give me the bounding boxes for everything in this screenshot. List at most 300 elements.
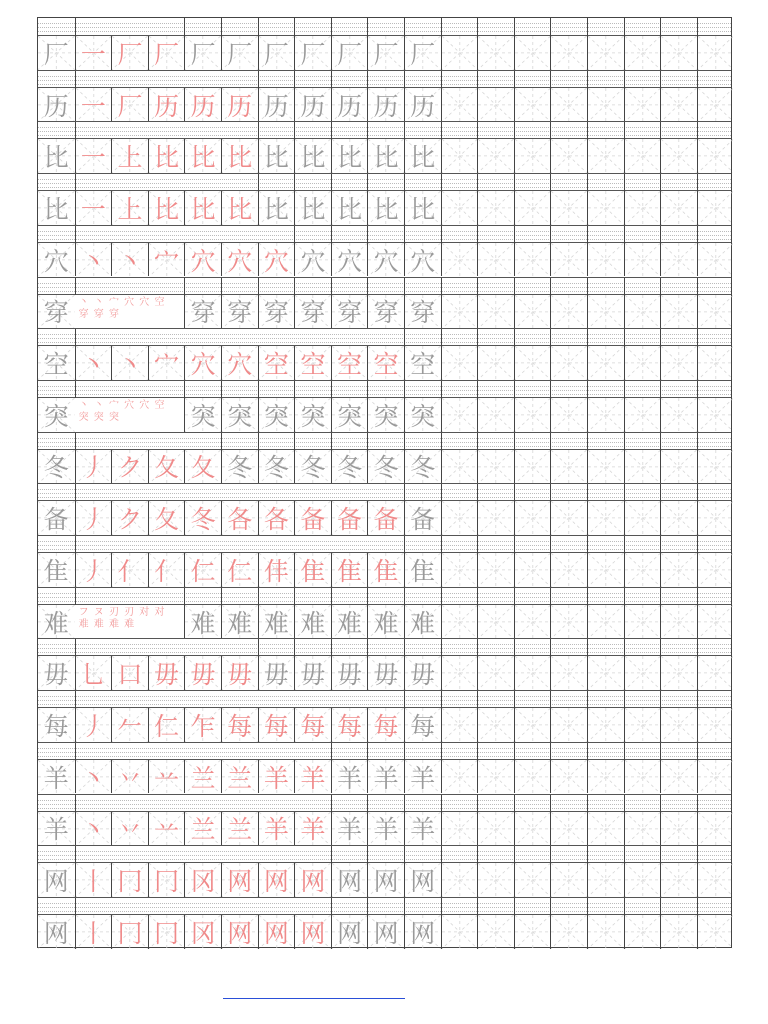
practice-cell[interactable] <box>660 656 697 690</box>
pinyin-box-empty <box>477 846 514 864</box>
practice-cell <box>148 863 185 897</box>
practice-cell[interactable] <box>477 553 514 587</box>
practice-cell[interactable] <box>660 760 697 794</box>
practice-cell <box>111 708 148 742</box>
practice-cell[interactable] <box>624 398 661 432</box>
trace-character: 历 <box>300 91 326 121</box>
practice-cell[interactable] <box>697 915 734 949</box>
practice-cell[interactable] <box>550 501 587 535</box>
practice-cell[interactable] <box>660 605 697 639</box>
practice-cell <box>367 88 404 122</box>
practice-cell[interactable] <box>587 243 624 277</box>
practice-cell <box>367 450 404 484</box>
practice-cell[interactable] <box>697 501 734 535</box>
pinyin-box-empty <box>624 898 661 916</box>
practice-cell <box>184 295 221 329</box>
footer-link-underline[interactable] <box>223 998 405 999</box>
practice-cell <box>331 863 368 897</box>
practice-cell[interactable] <box>697 605 734 639</box>
model-char-cell <box>38 295 75 329</box>
practice-cell[interactable] <box>441 450 478 484</box>
pinyin-box-empty <box>477 691 514 709</box>
practice-cell[interactable] <box>550 295 587 329</box>
practice-cell[interactable] <box>441 605 478 639</box>
practice-cell[interactable] <box>697 863 734 897</box>
practice-cell[interactable] <box>441 708 478 742</box>
practice-cell[interactable] <box>660 88 697 122</box>
pinyin-box-empty <box>477 743 514 761</box>
practice-cell[interactable] <box>550 812 587 846</box>
stroke-step: 丷 <box>117 763 143 793</box>
practice-cell[interactable] <box>550 553 587 587</box>
practice-cell <box>294 36 331 70</box>
pinyin-box-empty <box>441 381 478 399</box>
practice-cell[interactable] <box>477 812 514 846</box>
practice-cell[interactable] <box>587 295 624 329</box>
practice-cell <box>258 501 295 535</box>
practice-cell[interactable] <box>441 501 478 535</box>
pinyin-box-empty <box>514 174 551 192</box>
practice-cell[interactable] <box>587 139 624 173</box>
practice-cell[interactable] <box>441 346 478 380</box>
pinyin-box-empty <box>660 743 697 761</box>
pinyin-box-empty <box>514 226 551 244</box>
practice-cell[interactable] <box>477 915 514 949</box>
practice-cell[interactable] <box>624 501 661 535</box>
practice-cell[interactable] <box>624 88 661 122</box>
practice-cell[interactable] <box>514 450 551 484</box>
practice-cell[interactable] <box>550 88 587 122</box>
practice-cell[interactable] <box>441 243 478 277</box>
practice-cell <box>111 915 148 949</box>
practice-cell[interactable] <box>514 243 551 277</box>
practice-cell[interactable] <box>587 191 624 225</box>
pinyin-box-empty <box>587 278 624 296</box>
model-char-cell <box>38 708 75 742</box>
practice-cell[interactable] <box>514 656 551 690</box>
stroke-step: 夂 <box>154 505 180 535</box>
trace-character: 网 <box>337 867 363 897</box>
practice-cell <box>148 191 185 225</box>
pinyin-box-empty <box>550 278 587 296</box>
practice-cell[interactable] <box>660 450 697 484</box>
practice-cell <box>404 605 441 639</box>
practice-cell[interactable] <box>624 656 661 690</box>
stroke-step: 丶 <box>80 246 106 276</box>
trace-character: 网 <box>410 867 436 897</box>
practice-cell[interactable] <box>624 450 661 484</box>
pinyin-box-empty <box>660 71 697 89</box>
trace-character: 羊 <box>373 763 399 793</box>
pinyin-box-empty <box>587 536 624 554</box>
pinyin-box-empty <box>550 433 587 451</box>
practice-cell[interactable] <box>441 139 478 173</box>
practice-cell <box>404 656 441 690</box>
trace-character: 冬 <box>227 453 253 483</box>
pinyin-band <box>38 690 731 708</box>
pinyin-box-empty <box>624 639 661 657</box>
practice-cell[interactable] <box>624 553 661 587</box>
stroke-step: 丶 <box>117 350 143 380</box>
practice-cell <box>331 553 368 587</box>
practice-cell[interactable] <box>697 708 734 742</box>
practice-cell[interactable] <box>550 191 587 225</box>
practice-cell[interactable] <box>587 605 624 639</box>
trace-character: 羊 <box>337 815 363 845</box>
trace-character: 羊 <box>373 815 399 845</box>
practice-cell[interactable] <box>514 191 551 225</box>
practice-cell[interactable] <box>477 863 514 897</box>
practice-cell[interactable] <box>587 812 624 846</box>
practice-cell[interactable] <box>477 450 514 484</box>
pinyin-box <box>75 18 185 36</box>
practice-cell[interactable] <box>514 36 551 70</box>
practice-cell[interactable] <box>514 501 551 535</box>
pinyin-box-empty <box>697 381 734 399</box>
practice-cell[interactable] <box>477 139 514 173</box>
practice-cell <box>331 656 368 690</box>
trace-character: 穴 <box>337 246 363 276</box>
stroke-step: 穴 <box>227 350 253 380</box>
practice-cell <box>184 450 221 484</box>
practice-cell[interactable] <box>514 708 551 742</box>
practice-cell <box>221 605 258 639</box>
practice-cell[interactable] <box>477 760 514 794</box>
practice-cell[interactable] <box>441 191 478 225</box>
pinyin-box-empty <box>587 743 624 761</box>
practice-cell <box>221 191 258 225</box>
trace-character: 难 <box>227 608 253 638</box>
practice-cell[interactable] <box>624 346 661 380</box>
pinyin-box-empty <box>587 588 624 606</box>
practice-cell[interactable] <box>587 398 624 432</box>
stroke-step: 穴 <box>227 246 253 276</box>
practice-cell <box>404 295 441 329</box>
practice-cell <box>331 346 368 380</box>
practice-cell <box>404 191 441 225</box>
practice-cell[interactable] <box>697 450 734 484</box>
practice-cell[interactable] <box>477 36 514 70</box>
practice-cell[interactable] <box>477 605 514 639</box>
pinyin-box-empty <box>477 174 514 192</box>
practice-cell[interactable] <box>587 863 624 897</box>
pinyin-box-empty <box>624 691 661 709</box>
practice-cell[interactable] <box>514 915 551 949</box>
practice-cell[interactable] <box>550 863 587 897</box>
practice-cell[interactable] <box>587 656 624 690</box>
practice-cell[interactable] <box>697 88 734 122</box>
pinyin-box-empty <box>477 71 514 89</box>
stroke-sequence: 丶 丶 宀 穴 穴 空 穿 穿 穿 <box>75 295 185 329</box>
pinyin-box-empty <box>697 898 734 916</box>
practice-cell <box>148 708 185 742</box>
stroke-step: 网 <box>227 918 253 948</box>
practice-cell[interactable] <box>660 139 697 173</box>
practice-cell[interactable] <box>660 915 697 949</box>
practice-cell[interactable] <box>697 760 734 794</box>
pinyin-label <box>38 18 75 36</box>
practice-cell[interactable] <box>514 605 551 639</box>
practice-cell[interactable] <box>697 36 734 70</box>
pinyin-box <box>221 18 258 36</box>
stroke-step: 空 <box>373 350 399 380</box>
practice-cell[interactable] <box>624 191 661 225</box>
practice-cell[interactable] <box>697 812 734 846</box>
trace-character: 突 <box>190 401 216 431</box>
practice-cell <box>258 812 295 846</box>
model-char-cell <box>38 760 75 794</box>
pinyin-box-empty <box>624 743 661 761</box>
trace-character: 穴 <box>373 246 399 276</box>
practice-cell[interactable] <box>660 346 697 380</box>
practice-cell[interactable] <box>697 243 734 277</box>
stroke-step: 各 <box>263 505 289 535</box>
practice-cell[interactable] <box>550 139 587 173</box>
practice-cell[interactable] <box>514 88 551 122</box>
practice-cell <box>258 915 295 949</box>
pinyin-box-empty <box>587 795 624 813</box>
stroke-step: 历 <box>154 91 180 121</box>
practice-cell[interactable] <box>587 346 624 380</box>
practice-cell[interactable] <box>477 191 514 225</box>
practice-cell <box>367 346 404 380</box>
practice-cell[interactable] <box>587 88 624 122</box>
practice-cell <box>331 191 368 225</box>
practice-cell <box>294 88 331 122</box>
practice-cell <box>404 553 441 587</box>
practice-cell <box>258 295 295 329</box>
trace-character: 比 <box>373 194 399 224</box>
practice-cell[interactable] <box>441 553 478 587</box>
practice-cell[interactable] <box>441 398 478 432</box>
pinyin-box <box>258 18 295 36</box>
model-char-cell <box>38 191 75 225</box>
practice-cell <box>184 863 221 897</box>
pinyin-box-empty <box>477 381 514 399</box>
practice-cell[interactable] <box>660 812 697 846</box>
practice-cell[interactable] <box>550 243 587 277</box>
practice-cell[interactable] <box>624 243 661 277</box>
practice-cell[interactable] <box>660 191 697 225</box>
practice-cell <box>331 450 368 484</box>
practice-cell[interactable] <box>587 553 624 587</box>
trace-character: 穿 <box>190 298 216 328</box>
trace-character: 穿 <box>337 298 363 328</box>
trace-character: 突 <box>227 401 253 431</box>
practice-cell[interactable] <box>660 295 697 329</box>
practice-cell[interactable] <box>441 88 478 122</box>
practice-cell[interactable] <box>660 36 697 70</box>
practice-cell[interactable] <box>660 501 697 535</box>
practice-cell[interactable] <box>587 450 624 484</box>
stroke-step: 䒑 <box>154 763 180 793</box>
practice-cell[interactable] <box>441 760 478 794</box>
practice-cell <box>258 243 295 277</box>
stroke-step: 羊 <box>263 763 289 793</box>
model-character: 隹 <box>43 556 69 586</box>
practice-cell <box>221 915 258 949</box>
practice-cell[interactable] <box>624 915 661 949</box>
practice-cell[interactable] <box>660 863 697 897</box>
practice-cell[interactable] <box>550 450 587 484</box>
practice-cell[interactable] <box>514 295 551 329</box>
pinyin-band <box>38 225 731 243</box>
stroke-step: 各 <box>227 505 253 535</box>
stroke-step: 亻 <box>154 556 180 586</box>
practice-cell[interactable] <box>697 139 734 173</box>
practice-cell[interactable] <box>514 346 551 380</box>
practice-cell[interactable] <box>624 139 661 173</box>
practice-cell[interactable] <box>441 656 478 690</box>
practice-cell <box>404 812 441 846</box>
practice-cell[interactable] <box>441 812 478 846</box>
practice-cell <box>221 553 258 587</box>
trace-character: 突 <box>263 401 289 431</box>
practice-cell[interactable] <box>514 139 551 173</box>
practice-cell[interactable] <box>477 346 514 380</box>
pinyin-box-empty <box>587 898 624 916</box>
pinyin-box-empty <box>660 122 697 140</box>
practice-cell <box>75 139 112 173</box>
practice-cell[interactable] <box>477 398 514 432</box>
practice-cell[interactable] <box>660 398 697 432</box>
model-character: 比 <box>43 194 69 224</box>
practice-cell <box>258 88 295 122</box>
trace-character: 厂 <box>190 39 216 69</box>
practice-cell[interactable] <box>441 915 478 949</box>
practice-cell[interactable] <box>697 295 734 329</box>
trace-character: 比 <box>263 143 289 173</box>
pinyin-band <box>38 18 731 36</box>
practice-cell[interactable] <box>660 708 697 742</box>
practice-cell[interactable] <box>514 863 551 897</box>
practice-cell[interactable] <box>550 915 587 949</box>
practice-cell[interactable] <box>697 346 734 380</box>
practice-cell[interactable] <box>514 812 551 846</box>
pinyin-box-empty <box>624 226 661 244</box>
pinyin-box-empty <box>697 795 734 813</box>
pinyin-box-empty <box>697 278 734 296</box>
pinyin-band <box>38 432 731 450</box>
stroke-step: 网 <box>227 867 253 897</box>
practice-cell[interactable] <box>587 501 624 535</box>
pinyin-box-empty <box>587 329 624 347</box>
practice-cell <box>148 760 185 794</box>
practice-cell[interactable] <box>624 36 661 70</box>
stroke-step: 兰 <box>190 763 216 793</box>
practice-cell[interactable] <box>624 708 661 742</box>
practice-cell <box>148 139 185 173</box>
trace-character: 毋 <box>337 660 363 690</box>
practice-cell[interactable] <box>624 863 661 897</box>
pinyin-box-empty <box>514 122 551 140</box>
practice-cell <box>367 398 404 432</box>
practice-cell[interactable] <box>624 760 661 794</box>
practice-cell <box>258 553 295 587</box>
pinyin-box-empty <box>624 18 661 36</box>
stroke-step: 羊 <box>263 815 289 845</box>
practice-cell[interactable] <box>477 88 514 122</box>
practice-cell[interactable] <box>587 760 624 794</box>
pinyin-box-empty <box>697 71 734 89</box>
practice-cell[interactable] <box>514 760 551 794</box>
practice-cell[interactable] <box>441 863 478 897</box>
practice-cell <box>331 708 368 742</box>
stroke-step: 兰 <box>227 763 253 793</box>
model-char-cell <box>38 501 75 535</box>
practice-cell[interactable] <box>477 243 514 277</box>
practice-cell[interactable] <box>697 191 734 225</box>
practice-cell[interactable] <box>441 295 478 329</box>
practice-cell[interactable] <box>550 708 587 742</box>
pinyin-box-empty <box>514 588 551 606</box>
stroke-step: 空 <box>300 350 326 380</box>
practice-cell[interactable] <box>624 295 661 329</box>
practice-cell <box>221 863 258 897</box>
practice-cell <box>258 605 295 639</box>
practice-cell[interactable] <box>477 501 514 535</box>
stroke-step: 冂 <box>117 867 143 897</box>
practice-cell[interactable] <box>550 346 587 380</box>
practice-cell[interactable] <box>514 398 551 432</box>
practice-cell[interactable] <box>514 553 551 587</box>
practice-cell[interactable] <box>587 708 624 742</box>
practice-cell <box>294 450 331 484</box>
practice-cell[interactable] <box>550 656 587 690</box>
practice-cell[interactable] <box>587 915 624 949</box>
practice-cell[interactable] <box>624 605 661 639</box>
pinyin-box-empty <box>624 174 661 192</box>
practice-cell[interactable] <box>477 708 514 742</box>
practice-cell[interactable] <box>660 243 697 277</box>
practice-cell[interactable] <box>550 760 587 794</box>
practice-cell <box>331 139 368 173</box>
practice-cell[interactable] <box>660 553 697 587</box>
stroke-sequence: 丶 丶 宀 穴 穴 空 突 突 突 <box>75 398 185 432</box>
stroke-step: 备 <box>373 505 399 535</box>
practice-cell[interactable] <box>477 656 514 690</box>
practice-cell[interactable] <box>624 812 661 846</box>
practice-cell[interactable] <box>550 605 587 639</box>
practice-cell[interactable] <box>441 36 478 70</box>
practice-cell <box>148 915 185 949</box>
pinyin-box-empty <box>697 743 734 761</box>
pinyin-box-empty <box>624 588 661 606</box>
practice-cell[interactable] <box>697 656 734 690</box>
pinyin-box-empty <box>550 536 587 554</box>
pinyin-box-empty <box>660 226 697 244</box>
trace-character: 比 <box>337 143 363 173</box>
practice-cell <box>75 812 112 846</box>
trace-character: 突 <box>300 401 326 431</box>
practice-cell[interactable] <box>477 295 514 329</box>
stroke-step: 丿 <box>80 505 106 535</box>
practice-cell <box>294 656 331 690</box>
practice-cell <box>367 243 404 277</box>
stroke-sequence: フ ヌ 刃 刃 对 对 难 难 难 难 <box>75 605 185 639</box>
pinyin-box-empty <box>477 278 514 296</box>
practice-cell[interactable] <box>587 36 624 70</box>
trace-character: 毋 <box>263 660 289 690</box>
practice-cell[interactable] <box>697 398 734 432</box>
practice-cell[interactable] <box>697 553 734 587</box>
pinyin-band <box>38 897 731 915</box>
practice-cell[interactable] <box>550 398 587 432</box>
pinyin-band <box>38 742 731 760</box>
practice-cell[interactable] <box>550 36 587 70</box>
pinyin-box-empty <box>441 846 478 864</box>
trace-character: 历 <box>373 91 399 121</box>
